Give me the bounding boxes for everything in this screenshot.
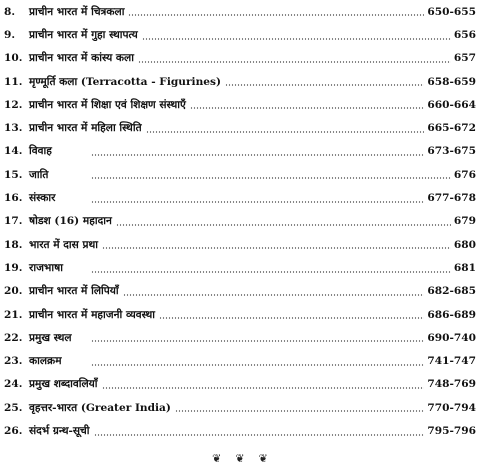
toc-entry-8[interactable] bbox=[4, 0, 476, 23]
toc-entry-title: प्राचीन भारत में कांस्य कला bbox=[29, 52, 134, 65]
fleuron-icon: ❦ bbox=[258, 452, 268, 465]
toc-entry-title: वृहत्तर-भारत (Greater India) bbox=[29, 401, 171, 414]
toc-entry-number: 24. bbox=[4, 378, 23, 391]
dot-leader bbox=[159, 317, 424, 319]
dot-leader bbox=[116, 224, 451, 226]
toc-entry-number: 8. bbox=[4, 5, 16, 18]
dot-leader bbox=[91, 177, 451, 179]
toc-entry-title: मृण्मूर्ति कला (Terracotta - Figurines) bbox=[29, 75, 221, 88]
toc-entry-title: राजभाषा bbox=[29, 261, 63, 274]
toc-entry-title: प्राचीन भारत में गुहा स्थापत्य bbox=[29, 28, 138, 41]
dot-leader bbox=[146, 131, 425, 133]
toc-entry-page: 748-769 bbox=[427, 378, 476, 391]
toc-entry-17[interactable] bbox=[4, 210, 476, 233]
dot-leader bbox=[91, 201, 424, 203]
toc-entry-title: संस्कार bbox=[29, 192, 56, 205]
toc-entry-number: 20. bbox=[4, 285, 23, 298]
toc-entry-page: 795-796 bbox=[427, 424, 476, 437]
toc-entry-21[interactable] bbox=[4, 303, 476, 326]
toc-entry-number: 12. bbox=[4, 98, 23, 111]
toc-entry-title: भारत में दास प्रथा bbox=[29, 238, 99, 251]
toc-entry-22[interactable] bbox=[4, 326, 476, 349]
toc-entry-23[interactable] bbox=[4, 349, 476, 372]
dot-leader bbox=[102, 247, 451, 249]
toc-entry-title: प्रमुख स्थल bbox=[29, 331, 72, 344]
toc-entry-number: 11. bbox=[4, 75, 23, 88]
toc-entry-14[interactable] bbox=[4, 140, 476, 163]
toc-entry-number: 21. bbox=[4, 308, 23, 321]
toc-entry-title: विवाह bbox=[29, 145, 52, 158]
toc-entry-number: 26. bbox=[4, 424, 23, 437]
toc-entry-page: 679 bbox=[453, 215, 476, 228]
toc-entry-title: कालक्रम bbox=[29, 355, 62, 368]
toc-entry-page: 656 bbox=[453, 28, 476, 41]
toc-entry-page: 657 bbox=[453, 52, 476, 65]
dot-leader bbox=[128, 14, 424, 16]
end-ornaments bbox=[0, 452, 480, 465]
toc-entry-title: प्राचीन भारत में शिक्षा एवं शिक्षण संस्थाएँ bbox=[29, 98, 186, 111]
toc-entry-number: 14. bbox=[4, 145, 23, 158]
dot-leader bbox=[190, 107, 425, 109]
toc-entry-number: 17. bbox=[4, 215, 23, 228]
toc-entry-title: प्राचीन भारत में लिपियाँ bbox=[29, 285, 119, 298]
toc-entry-number: 18. bbox=[4, 238, 23, 251]
toc-entry-page: 660-664 bbox=[427, 98, 476, 111]
toc-entry-page: 682-685 bbox=[427, 285, 476, 298]
toc-entry-title: प्राचीन भारत में चित्रकला bbox=[29, 5, 125, 18]
dot-leader bbox=[102, 387, 425, 389]
dot-leader bbox=[91, 271, 451, 273]
toc-entry-20[interactable] bbox=[4, 280, 476, 303]
toc-entry-title: षोडश (16) महादान bbox=[29, 215, 112, 228]
toc-entry-10[interactable] bbox=[4, 47, 476, 70]
toc-entry-25[interactable] bbox=[4, 396, 476, 419]
toc-entry-12[interactable] bbox=[4, 93, 476, 116]
dot-leader bbox=[225, 84, 424, 86]
dot-leader bbox=[138, 61, 451, 63]
toc-entry-title: संदर्भ ग्रन्थ-सूची bbox=[29, 424, 90, 437]
toc-entry-page: 690-740 bbox=[427, 331, 476, 344]
toc-entry-number: 25. bbox=[4, 401, 23, 414]
toc-entry-18[interactable] bbox=[4, 233, 476, 256]
toc-entry-11[interactable] bbox=[4, 70, 476, 93]
toc-entry-page: 650-655 bbox=[427, 5, 476, 18]
toc-entry-number: 22. bbox=[4, 331, 23, 344]
toc-entry-number: 9. bbox=[4, 28, 16, 41]
toc-entry-page: 686-689 bbox=[427, 308, 476, 321]
toc-entry-15[interactable] bbox=[4, 163, 476, 186]
dot-leader bbox=[91, 154, 424, 156]
dot-leader bbox=[142, 38, 451, 40]
toc-entry-16[interactable] bbox=[4, 186, 476, 209]
toc-entry-number: 10. bbox=[4, 52, 23, 65]
toc-entry-13[interactable] bbox=[4, 116, 476, 139]
toc-entry-9[interactable] bbox=[4, 23, 476, 46]
toc-entry-page: 680 bbox=[453, 238, 476, 251]
toc-entry-number: 23. bbox=[4, 355, 23, 368]
dot-leader bbox=[175, 410, 424, 412]
toc-entry-number: 19. bbox=[4, 261, 23, 274]
dot-leader bbox=[94, 434, 425, 436]
toc-entry-24[interactable] bbox=[4, 373, 476, 396]
dot-leader bbox=[91, 340, 424, 342]
toc-entry-title: जाति bbox=[29, 168, 49, 181]
toc-entry-number: 13. bbox=[4, 122, 23, 135]
toc-entry-26[interactable] bbox=[4, 419, 476, 442]
fleuron-icon: ❦ bbox=[235, 452, 245, 465]
toc-entry-page: 770-794 bbox=[427, 401, 476, 414]
toc-entry-title: प्राचीन भारत में महाजनी व्यवस्था bbox=[29, 308, 156, 321]
toc-entry-19[interactable] bbox=[4, 256, 476, 279]
toc-entry-number: 16. bbox=[4, 192, 23, 205]
toc-entry-page: 658-659 bbox=[427, 75, 476, 88]
toc-entry-page: 676 bbox=[453, 168, 476, 181]
toc-entry-page: 741-747 bbox=[427, 355, 476, 368]
toc-entry-title: प्राचीन भारत में महिला स्थिति bbox=[29, 122, 142, 135]
fleuron-icon: ❦ bbox=[212, 452, 222, 465]
toc-entry-page: 665-672 bbox=[427, 122, 476, 135]
dot-leader bbox=[123, 294, 425, 296]
table-of-contents bbox=[4, 0, 476, 443]
toc-entry-page: 673-675 bbox=[427, 145, 476, 158]
toc-entry-number: 15. bbox=[4, 168, 23, 181]
dot-leader bbox=[91, 364, 424, 366]
toc-entry-page: 677-678 bbox=[427, 192, 476, 205]
toc-entry-title: प्रमुख शब्दावलियाँ bbox=[29, 378, 98, 391]
toc-entry-page: 681 bbox=[453, 261, 476, 274]
